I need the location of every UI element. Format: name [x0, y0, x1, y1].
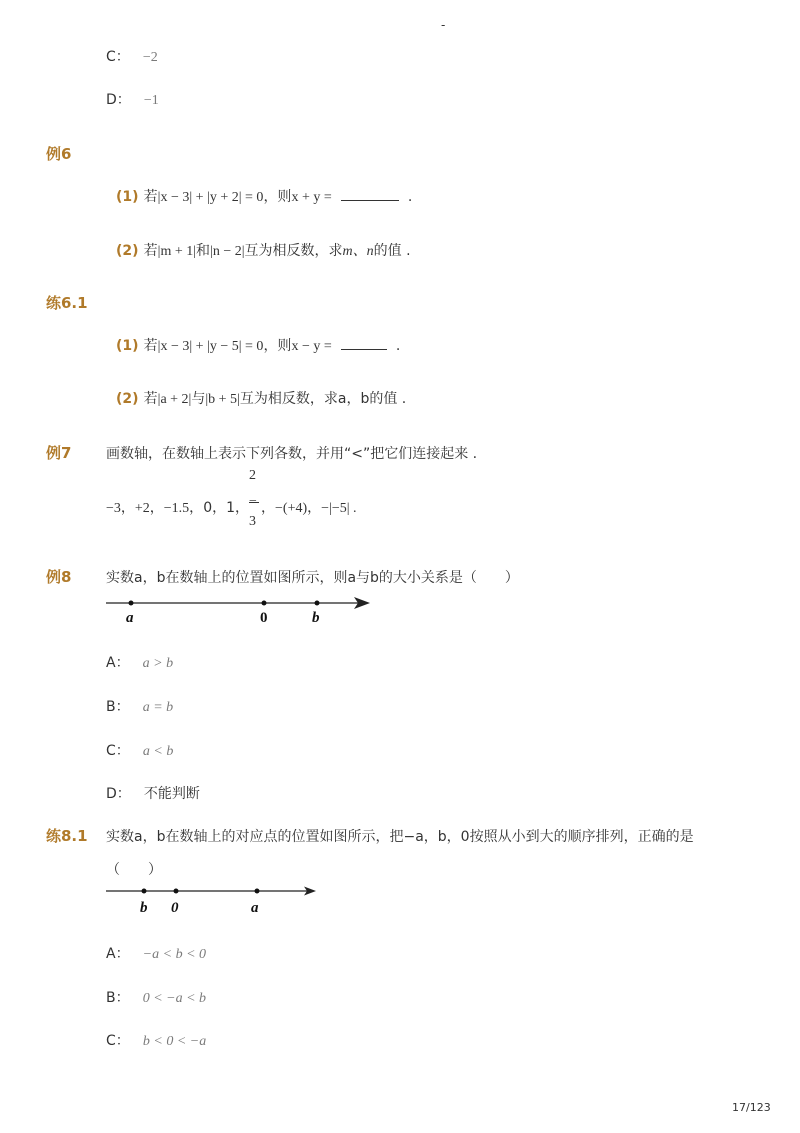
practice-6-1-q1 [116, 335, 400, 355]
option-letter: A： [106, 946, 130, 962]
number-line-figure-1 [100, 592, 380, 628]
number-line-figure-2 [100, 880, 330, 916]
example-6-title: 例6 [46, 145, 72, 163]
option-letter: D： [106, 786, 131, 802]
point-zero [262, 601, 267, 606]
question-number: (1) [116, 189, 139, 205]
question-expression-2: |n − 2| [210, 244, 245, 259]
option-letter: D： [106, 92, 131, 108]
practice-8-1-option-b[interactable] [106, 987, 206, 1007]
point-b [315, 601, 320, 606]
label-a: a [126, 610, 134, 626]
option-d[interactable] [106, 89, 159, 109]
option-letter: C： [106, 1033, 130, 1049]
question-connector: 与 [191, 391, 206, 407]
practice-6-1-q2 [116, 388, 406, 408]
fraction-two-thirds [249, 468, 261, 529]
answer-blank[interactable] [341, 188, 399, 201]
number-list-part-1: −3，+2，−1.5， [106, 501, 204, 516]
option-value: −2 [142, 50, 158, 65]
question-rest: 互为相反数，求 [244, 243, 343, 259]
example-7-text: 画数轴，在数轴上表示下列各数，并用“<”把它们连接起来 . [106, 446, 478, 462]
example-8-title: 例8 [46, 568, 72, 586]
point-a [255, 889, 260, 894]
number-list-part-3: ，−(+4)，−|−5| . [261, 501, 357, 516]
question-number: (2) [116, 391, 139, 407]
option-letter: B： [106, 990, 130, 1006]
option-letter: C： [106, 743, 130, 759]
question-connector: 和 [196, 243, 211, 259]
option-value: −1 [143, 93, 159, 108]
option-c[interactable] [106, 46, 158, 66]
question-mid: ，则 [263, 338, 292, 354]
example-6-q2 [116, 240, 411, 260]
practice-8-1-option-a[interactable] [106, 943, 206, 963]
answer-blank[interactable] [341, 337, 387, 350]
option-value: 0 < −a < b [142, 991, 207, 1006]
question-number: (1) [116, 338, 139, 354]
example-7-number-list [106, 468, 357, 529]
question-mid: ，则 [263, 189, 292, 205]
option-value: 不能判断 [143, 786, 200, 802]
question-expression: |x − 3| + |y − 5| = 0 [157, 339, 264, 354]
point-b [142, 889, 147, 894]
question-pre: 若 [143, 243, 158, 259]
question-pre: 若 [143, 391, 158, 407]
option-letter: B： [106, 699, 130, 715]
label-a: a [251, 900, 259, 916]
practice-8-1-text: 实数a，b在数轴上的对应点的位置如图所示，把−a，b，0按照从小到大的顺序排列，正确的是 [106, 829, 694, 845]
option-value: a = b [142, 700, 174, 715]
question-end: . [395, 338, 401, 354]
question-expression-1: |a + 2| [157, 392, 192, 407]
example-7-title: 例7 [46, 444, 72, 462]
example-8-option-a[interactable] [106, 652, 173, 672]
question-expression-1: |m + 1| [157, 244, 197, 259]
fraction-numerator: 2 [249, 468, 257, 483]
question-ask: x + y = [291, 190, 332, 205]
question-rest: 互为相反数，求a，b的值 . [239, 391, 407, 407]
practice-8-1-option-c[interactable] [106, 1030, 206, 1050]
page-mark: - [441, 18, 446, 32]
label-b: b [140, 900, 148, 916]
question-ask: x − y = [291, 339, 332, 354]
fraction-sign: − [249, 494, 257, 509]
question-number: (2) [116, 243, 139, 259]
label-zero: 0 [171, 900, 179, 916]
option-letter: C： [106, 49, 130, 65]
example-6-q1 [116, 186, 412, 206]
question-expression: |x − 3| + |y + 2| = 0 [157, 190, 264, 205]
question-pre: 若 [143, 189, 158, 205]
page-number: 17/123 [732, 1101, 771, 1114]
label-b: b [312, 610, 320, 626]
practice-8-1-title: 练8.1 [46, 827, 88, 845]
fraction-denominator: 3 [249, 514, 257, 529]
question-end: 的值 . [373, 243, 411, 259]
label-zero: 0 [260, 610, 268, 626]
example-8-option-c[interactable] [106, 740, 173, 760]
example-8-option-b[interactable] [106, 696, 173, 716]
example-8-text: 实数a，b在数轴上的位置如图所示，则a与b的大小关系是（ ） [106, 570, 519, 586]
point-a [129, 601, 134, 606]
option-value: −a < b < 0 [142, 947, 207, 962]
number-list-part-2: 0，1， [203, 500, 250, 516]
option-value: a < b [142, 744, 174, 759]
question-pre: 若 [143, 338, 158, 354]
option-value: b < 0 < −a [142, 1034, 207, 1049]
example-8-option-d[interactable] [106, 783, 200, 803]
option-letter: A： [106, 655, 130, 671]
option-value: a > b [142, 656, 174, 671]
practice-6-1-title: 练6.1 [46, 294, 88, 312]
question-end: . [407, 189, 413, 205]
question-vars: m、n [342, 244, 374, 259]
point-zero [174, 889, 179, 894]
answer-parentheses: （ ） [106, 862, 162, 878]
question-expression-2: |b + 5| [205, 392, 240, 407]
